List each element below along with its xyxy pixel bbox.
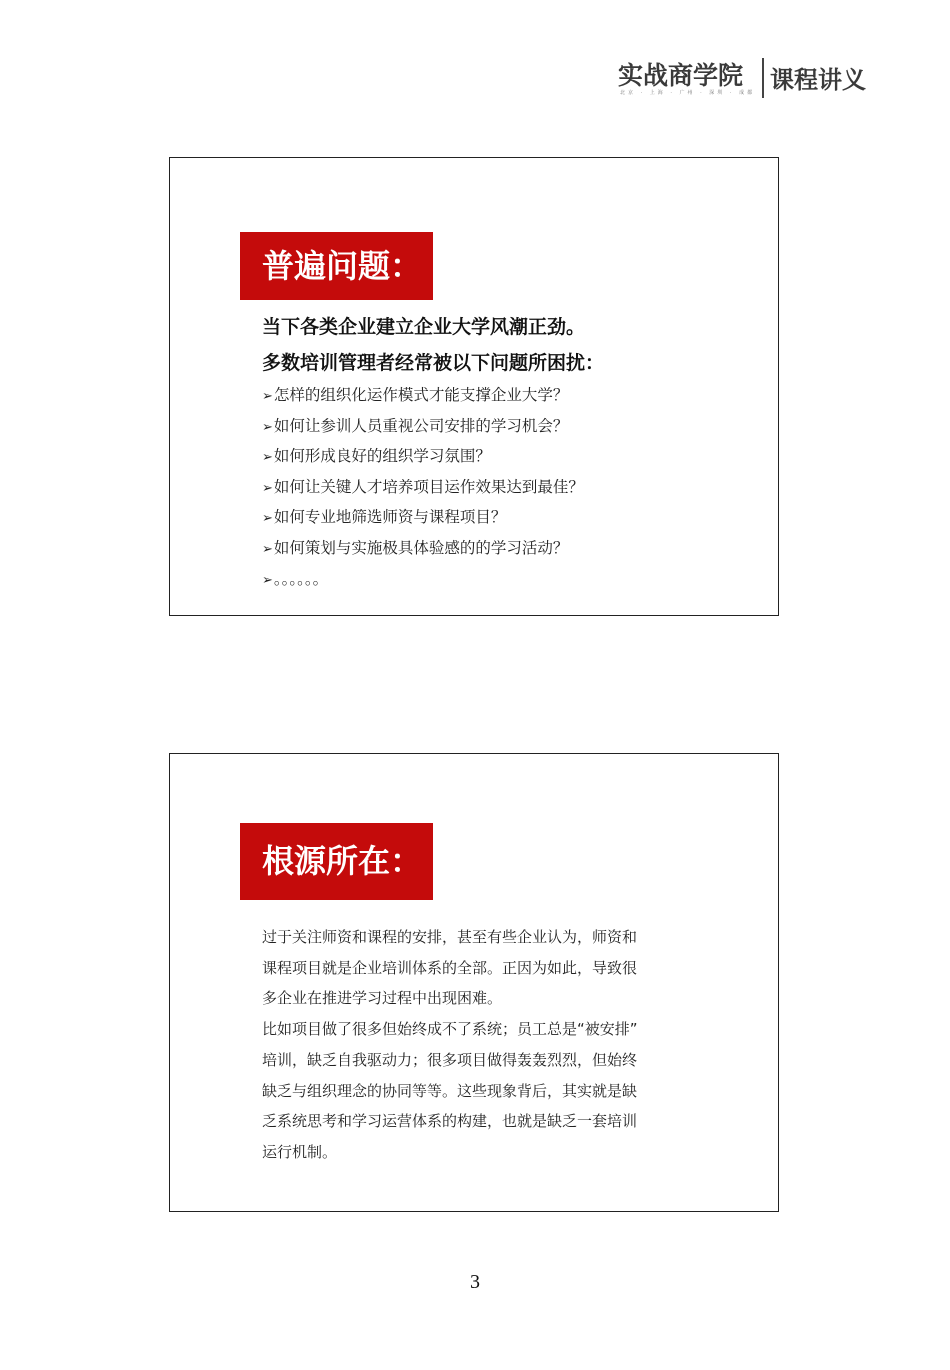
text-line: 运行机制。 [262,1142,338,1161]
lead-sentence-1: 当下各类企业建立企业大学风潮正劲。 [262,316,586,338]
list-item: ➢如何让关键人才培养项目运作效果达到最佳？ [262,477,584,496]
arrow-bullet-icon: ➢ [262,450,273,466]
list-item: ➢。。。。。。 [262,569,329,588]
list-item: ➢如何策划与实施极具体验感的的学习活动？ [262,538,569,557]
text-line: 多企业在推进学习过程中出现困难。 [262,989,503,1008]
arrow-bullet-icon: ➢ [262,511,273,527]
body-paragraph [262,922,702,1168]
text-line: 课程项目就是企业培训体系的全部。正因为如此，导致很 [262,958,638,977]
text-line: 比如项目做了很多但始终成不了系统；员工总是“被安排” [262,1020,638,1039]
doc-type-label: 课程讲义 [770,66,866,94]
slide-root-cause [169,753,779,1212]
arrow-bullet-icon: ➢ [262,419,273,435]
list-item: ➢如何让参训人员重视公司安排的学习机会？ [262,416,569,435]
arrow-bullet-icon: ➢ [262,541,273,557]
slide-title-tag: 普遍问题： [240,232,433,300]
arrow-bullet-icon: ➢ [262,572,273,588]
page-number: 3 [470,1271,480,1293]
slide-title-tag: 根源所在： [240,823,433,900]
text-line: 乏系统思考和学习运营体系的构建，也就是缺乏一套培训 [262,1112,638,1131]
arrow-bullet-icon: ➢ [262,389,273,404]
text-line: 过于关注师资和课程的安排，甚至有些企业认为，师资和 [262,928,638,946]
list-item: ➢如何专业地筛选师资与课程项目？ [262,508,507,527]
arrow-bullet-icon: ➢ [262,480,273,496]
problem-list [262,380,584,594]
brand-cities: 北京 · 上海 · 广州 · 深圳 · 成都 [620,90,756,96]
list-item: ➢如何形成良好的组织学习氛围？ [262,447,491,466]
slide-common-problems [169,157,779,616]
text-line: 培训，缺乏自我驱动力；很多项目做得轰轰烈烈，但始终 [262,1050,638,1069]
list-item: ➢怎样的组织化运作模式才能支撑企业大学？ [262,386,569,404]
text-line: 缺乏与组织理念的协同等等。这些现象背后，其实就是缺 [262,1081,638,1100]
brand-divider [762,58,764,98]
brand-logo-text: 实战商学院 [618,61,744,90]
lead-sentence-2: 多数培训管理者经常被以下问题所困扰： [262,352,605,374]
